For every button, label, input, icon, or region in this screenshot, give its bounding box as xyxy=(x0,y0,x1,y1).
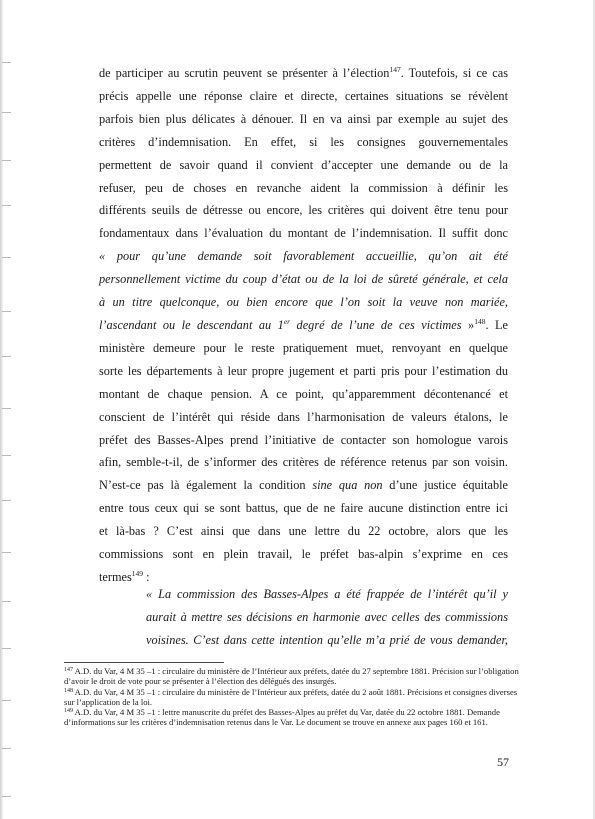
text-line: « pour qu’une demande soit favorablement accueillie, qu’on ait été xyxy=(99,249,508,264)
text-line: fondamentaux dans l’évaluation du montant de l’indemnisation. Il suffit donc xyxy=(99,226,508,241)
margin-tick xyxy=(2,455,11,456)
text-line: personnellement victime du coup d’état ou de la loi de sûreté générale, et cela xyxy=(99,272,508,287)
margin-tick xyxy=(2,311,11,312)
block-quote xyxy=(146,583,508,652)
text-segment: sine qua non xyxy=(312,478,383,493)
footnote-148 xyxy=(64,687,519,708)
footnote-ref-148: 148 xyxy=(474,316,486,326)
page-number: 57 xyxy=(497,755,509,769)
quote-line: « La commission des Basses-Alpes a été frappée de l’intérêt qu’il y xyxy=(146,587,508,601)
main-paragraph xyxy=(99,62,508,589)
footnote-149 xyxy=(64,707,519,728)
text-line: ministère demeure pour le reste pratiquement muet, renvoyant en quelque xyxy=(99,340,508,355)
text-line: afin, semble-t-il, de s’informer des critères de référence retenus par son voisin. xyxy=(99,455,508,470)
text-line: critères d’indemnisation. En effet, si les consignes gouvernementales xyxy=(99,134,508,149)
text-line: sorte les départements à leur propre jugement et parti pris pour l’estimation du xyxy=(99,363,508,378)
margin-tick xyxy=(2,748,11,749)
footnote-number: 147 xyxy=(64,667,73,673)
text-line: entre tous ceux qui se sont battus, que de ne faire aucune distinction entre ici xyxy=(99,501,508,516)
margin-tick xyxy=(2,552,11,553)
text-segment: degré de l’une de ces victimes xyxy=(290,317,462,332)
text-line xyxy=(99,474,508,497)
footnote-ref-147: 147 xyxy=(389,65,401,74)
quote-line: aurait à mettre ses décisions en harmonie avec celles des commissions xyxy=(146,610,508,624)
text-segment: termes xyxy=(99,569,132,584)
text-line: commissions sont en plein travail, le préfet bas-alpin s’exprime en ces xyxy=(99,547,508,562)
footnote-ref-149: 149 xyxy=(131,568,144,578)
text-segment: l’ascendant ou le descendant au 1 xyxy=(99,317,284,332)
text-segment: : xyxy=(143,569,150,584)
footnote-number: 149 xyxy=(64,708,73,715)
text-line: précis appelle une réponse claire et directe, certaines situations se révèlent xyxy=(99,88,508,103)
margin-tick xyxy=(2,257,11,258)
margin-tick xyxy=(2,601,11,602)
text-line: à un titre quelconque, ou bien encore que l’on soit la veuve non mariée, xyxy=(99,295,508,310)
footnote-text: A.D. du Var, 4 M 35 –1 : circulaire du ministère de l’Intérieur aux préfets, datée du 2 août 1881. Précisions et consignes diverses sur l’application de la loi. xyxy=(64,686,518,707)
footnote-separator xyxy=(64,662,224,663)
text-line: permettent de savoir quand il convient d’accepter une demande ou de la xyxy=(99,157,508,172)
text-line: conscient de l’intérêt qui réside dans l’harmonisation de valeurs étalons, le xyxy=(99,409,508,424)
text-segment: . Le xyxy=(485,317,508,332)
footnote-number: 148 xyxy=(64,687,73,694)
margin-tick xyxy=(2,356,11,357)
margin-tick xyxy=(2,700,11,701)
margin-tick xyxy=(2,205,11,206)
text-line: parfois bien plus délicates à dénouer. Il en va ainsi par exemple au sujet des xyxy=(99,111,508,126)
text-line: et là-bas ? C’est ainsi que dans une lettre du 22 octobre, alors que les xyxy=(99,524,508,539)
margin-tick xyxy=(2,408,11,409)
text-line: préfet des Basses-Alpes prend l’initiative de contacter son homologue varois xyxy=(99,432,508,447)
quote-line: voisines. C’est dans cette intention qu’elle m’a prié de vous demander, xyxy=(146,633,508,647)
text-segment: . Toutefois, si ce cas xyxy=(400,66,509,80)
superscript-er: er xyxy=(283,316,291,326)
text-line xyxy=(99,314,508,337)
text-segment: de participer au scrutin peuvent se présenter à l’élection xyxy=(99,66,390,80)
text-line xyxy=(99,62,508,85)
text-line: différents seuils de détresse ou encore, les critères qui doivent être tenu pour xyxy=(99,203,508,218)
text-segment: » xyxy=(461,317,475,332)
binding-edge-shadow xyxy=(0,0,3,819)
margin-tick xyxy=(2,62,11,63)
text-segment: d’une justice équitable xyxy=(382,478,508,493)
footnote-147 xyxy=(64,666,519,687)
margin-tick xyxy=(2,112,11,113)
footnote-text: A.D. du Var, 4 M 35 –1 : circulaire du ministère de l’Intérieur aux préfets, datée du 27 septembre 1881. Précision sur l’obligation d’avoir le droit de vote pour se présenter à l’élection des délégués des insurgés. xyxy=(64,666,519,687)
margin-tick xyxy=(2,648,11,649)
text-line: refuser, peu de choses en revanche aident la commission à définir les xyxy=(99,180,508,195)
text-line: montant de chaque pension. A ce point, qu’apparemment décontenancé et xyxy=(99,386,508,401)
footnotes xyxy=(64,666,519,728)
text-segment: N’est-ce pas là également la condition xyxy=(99,478,313,493)
margin-tick xyxy=(2,796,11,797)
footnote-text: A.D. du Var, 4 M 35 –1 : lettre manuscrite du préfet des Basses-Alpes au préfet du Var, datée du 22 octobre 1881. Demande d’informations sur les critères d’indemnisation retenus dans le Var. Le document se trouve en annexe aux pages 160 et 161. xyxy=(64,707,500,728)
margin-tick xyxy=(2,160,11,161)
margin-tick xyxy=(2,500,11,501)
